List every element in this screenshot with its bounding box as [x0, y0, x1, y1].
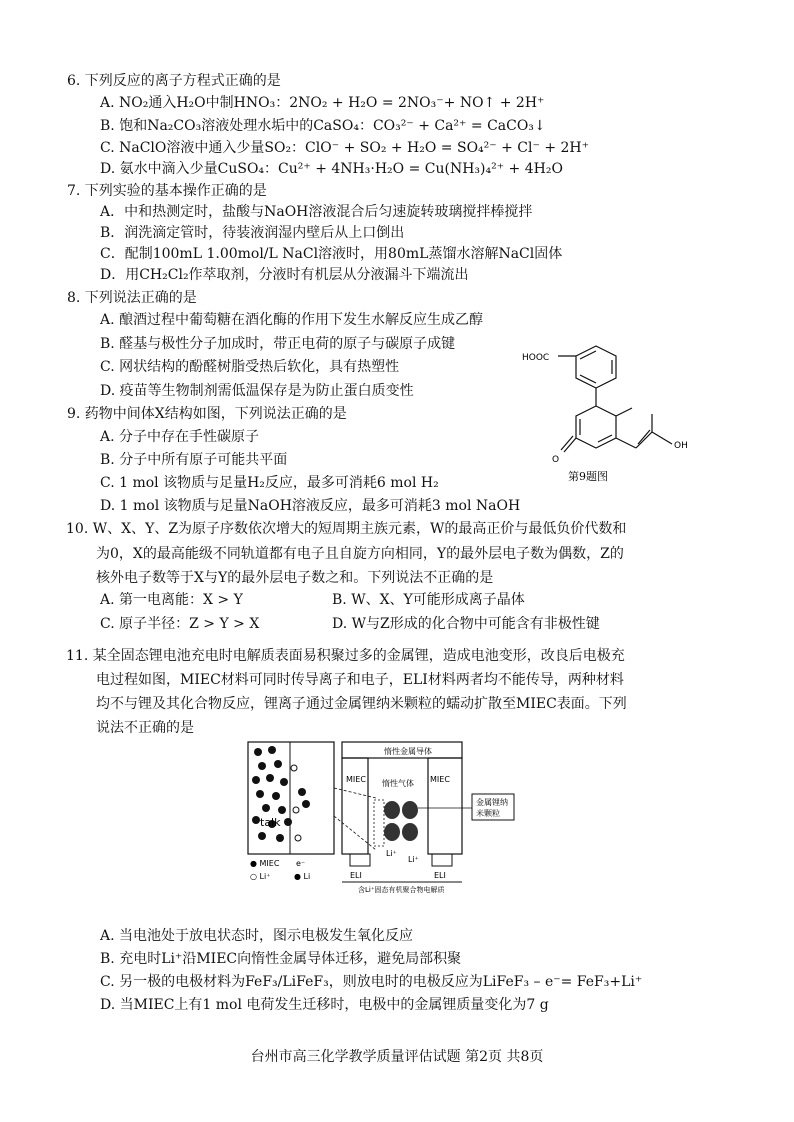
q8-option-c: C. 网状结构的酚醛树脂受热后软化，具有热塑性	[100, 359, 400, 375]
q10-option-d: D. W与Z形成的化合物中可能含有非极性键	[332, 616, 600, 632]
q6-stem: 6. 下列反应的离子方程式正确的是	[67, 73, 281, 89]
q6-option-c: C. NaClO溶液中通入少量SO₂：ClO⁻ + SO₂ + H₂O = SO₄²⁻ + Cl⁻ + 2H⁺	[100, 140, 590, 156]
q11-line4: 说法不正确的是	[96, 720, 194, 736]
legend-miec: ● MIEC	[250, 859, 280, 868]
q8-stem: 8. 下列说法正确的是	[67, 290, 197, 306]
legend-li-metal: ● Li	[294, 872, 311, 881]
q9-option-b: B. 分子中所有原子可能共平面	[100, 452, 288, 468]
q6-option-a: A. NO₂通入H₂O中制HNO₃：2NO₂ + H₂O = 2NO₃⁻+ NO↑ + 2H⁺	[100, 95, 545, 111]
q11-option-c: C. 另一极的电极材料为FeF₃/LiFeF₃，则放电时的电极反应为LiFeF₃ – e⁻= FeF₃+Li⁺	[100, 974, 643, 990]
q9-figure-caption: 第9题图	[568, 470, 608, 483]
q11-option-b: B. 充电时Li⁺沿MIEC向惰性金属导体迁移，避免局部积聚	[100, 951, 462, 967]
q10-option-b: B. W、X、Y可能形成离子晶体	[332, 592, 525, 608]
q6-option-d: D. 氨水中滴入少量CuSO₄：Cu²⁺ + 4NH₃·H₂O = Cu(NH₃)₄²⁺ + 4H₂O	[100, 161, 563, 177]
q11-line3: 均不与锂及其化合物反应，锂离子通过金属锂纳米颗粒的蠕动扩散至MIEC表面。下列	[96, 696, 627, 712]
q11-battery-figure	[246, 738, 612, 894]
q11-line1: 11. 某全固态锂电池充电时电解质表面易积聚过多的金属锂，造成电池变形，改良后电极充	[66, 648, 625, 664]
q11-option-d: D. 当MIEC上有1 mol 电荷发生迁移时，电极中的金属锂质量变化为7 g	[100, 997, 549, 1013]
q9-option-d: D. 1 mol 该物质与足量NaOH溶液反应，最多可消耗3 mol NaOH	[100, 498, 521, 514]
q9-option-a: A. 分子中存在手性碳原子	[100, 429, 260, 445]
q9-structure-figure	[516, 340, 696, 490]
q10-option-c: C. 原子半径：Z > Y > X	[100, 616, 260, 632]
q9-label-oh: OH	[674, 441, 688, 451]
q11-line2: 电过程如图，MIEC材料可同时传导离子和电子，ELI材料两者均不能传导，两种材料	[96, 672, 624, 688]
q9-label-cooh: HOOC	[522, 353, 550, 363]
label-nanoparticle: 金属锂纳	[476, 798, 508, 807]
legend-electron: e⁻	[296, 859, 306, 868]
label-eli-right: ELI	[434, 871, 446, 880]
q10-line1: 10. W、X、Y、Z为原子序数依次增大的短周期主族元素，W的最高正价与最低负价代数和	[66, 521, 627, 537]
q11-option-a: A. 当电池处于放电状态时，图示电极发生氧化反应	[100, 928, 414, 944]
q7-stem: 7. 下列实验的基本操作正确的是	[67, 183, 267, 199]
label-li-left: Li⁺	[386, 849, 397, 858]
label-eli-left: ELI	[350, 871, 362, 880]
q8-option-b: B. 醛基与极性分子加成时，带正电荷的原子与碳原子成键	[100, 336, 456, 352]
q9-label-o: O	[552, 455, 560, 465]
q7-option-b: B．润洗滴定管时，待装液润湿内壁后从上口倒出	[100, 225, 405, 241]
label-miec-right: MIEC	[430, 775, 450, 784]
benzene-ring	[576, 346, 616, 388]
pyranone-ring	[576, 406, 616, 448]
label-miec-left: MIEC	[346, 775, 366, 784]
label-conductor: 惰性金属导体	[384, 747, 432, 756]
q10-option-a: A. 第一电离能：X > Y	[100, 592, 243, 608]
q7-option-a: A．中和热测定时，盐酸与NaOH溶液混合后匀速旋转玻璃搅拌棒搅拌	[100, 204, 533, 220]
q8-option-a: A. 酿酒过程中葡萄糖在酒化酶的作用下发生水解反应生成乙醇	[100, 312, 484, 328]
q9-option-c: C. 1 mol 该物质与足量H₂反应，最多可消耗6 mol H₂	[100, 475, 439, 491]
label-electrolyte: 含Li⁺固态有机聚合物电解质	[358, 886, 445, 894]
q8-option-d: D. 疫苗等生物制剂需低温保存是为防止蛋白质变性	[100, 383, 414, 399]
q10-line3: 核外电子数等于X与Y的最外层电子数之和。下列说法不正确的是	[96, 570, 494, 586]
label-li-right: Li⁺	[408, 855, 419, 864]
label-inert-gas: 惰性气体	[382, 779, 414, 788]
q9-stem: 9. 药物中间体X结构如图，下列说法正确的是	[67, 406, 347, 422]
q7-option-d: D．用CH₂Cl₂作萃取剂，分液时有机层从分液漏斗下端流出	[100, 267, 469, 283]
page-footer: 台州市高三化学教学质量评估试题 第2页 共8页	[250, 1049, 544, 1065]
figure11-watermark: talk	[260, 816, 281, 829]
legend-li-ion: ○ Li⁺	[250, 872, 271, 881]
label-nanoparticle-2: 米颗粒	[476, 809, 500, 818]
q6-option-b: B. 饱和Na₂CO₃溶液处理水垢中的CaSO₄：CO₃²⁻ + Ca²⁺ = CaCO₃↓	[100, 118, 546, 134]
q10-line2: 为0，X的最高能级不同轨道都有电子且自旋方向相同，Y的最外层电子数为偶数，Z的	[96, 546, 624, 562]
q7-option-c: C．配制100mL 1.00mol/L NaCl溶液时，用80mL蒸馏水溶解NaCl固体	[100, 246, 563, 262]
